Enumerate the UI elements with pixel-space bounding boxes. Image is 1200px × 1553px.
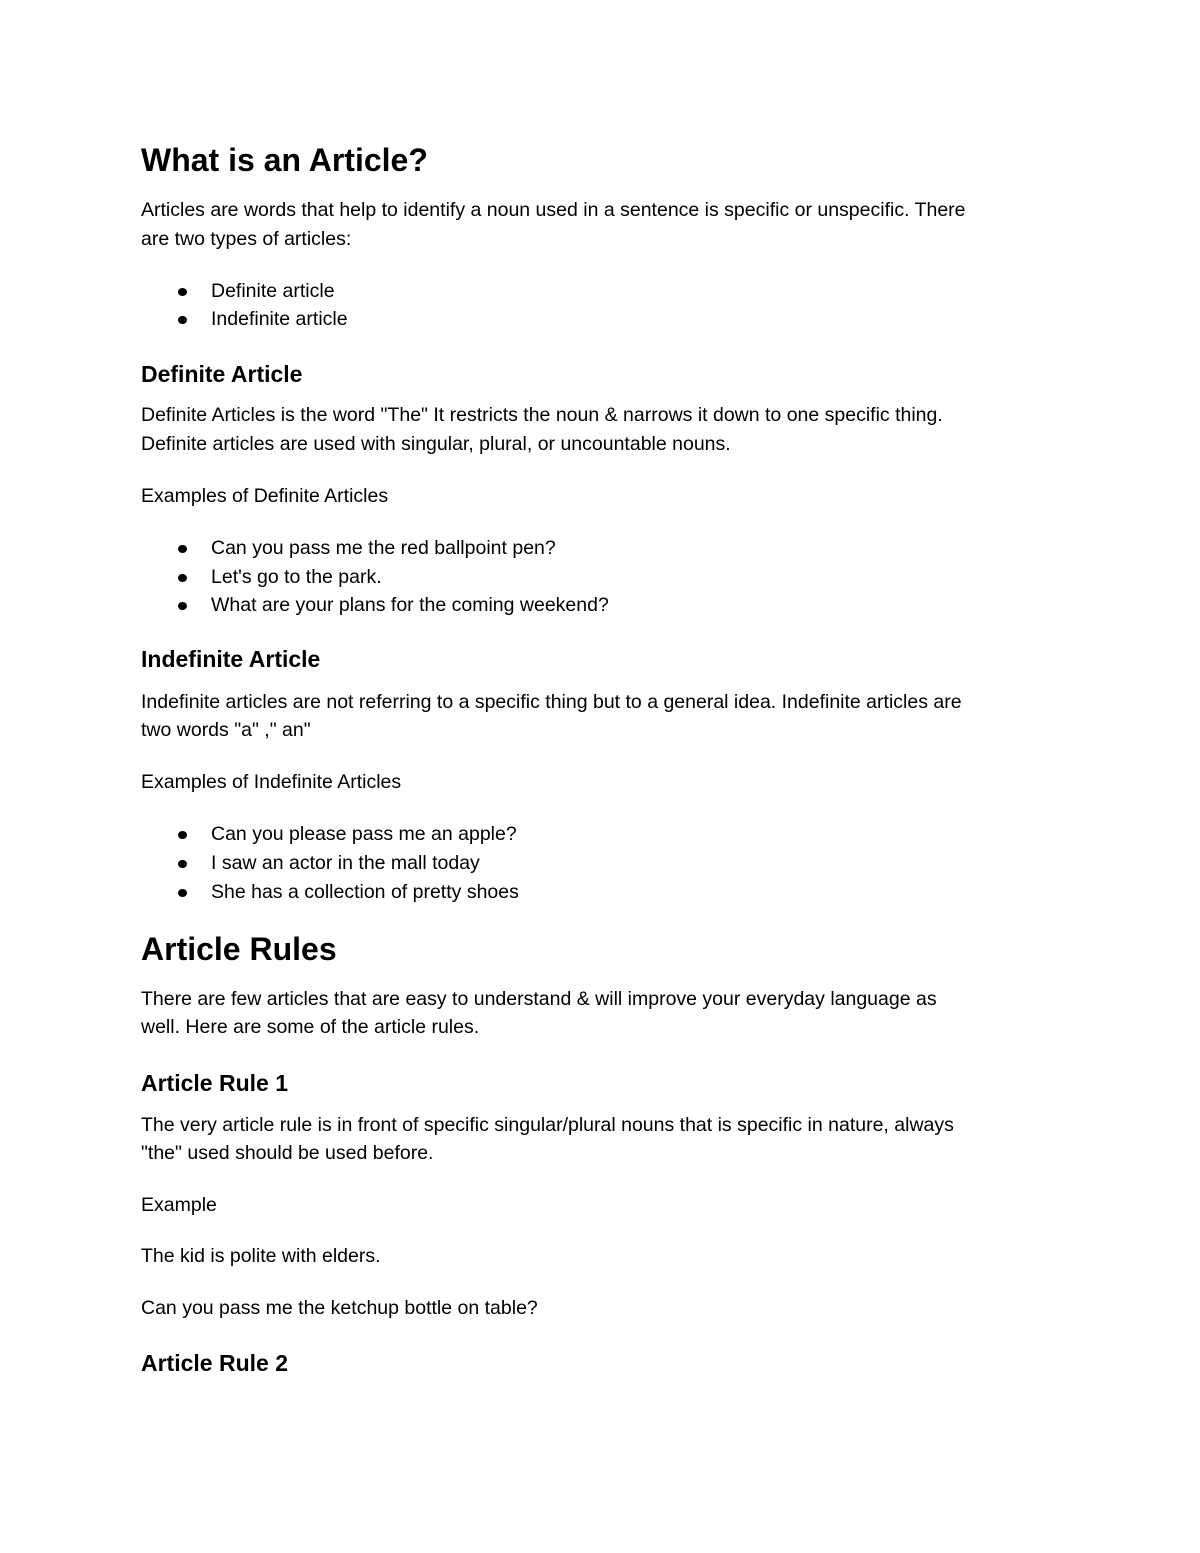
bullet-icon — [178, 545, 187, 553]
rule1-desc-line1: The very article rule is in front of specific singular/plural nouns that is specific in nature, always — [141, 1114, 954, 1136]
list-item: I saw an actor in the mall today — [141, 849, 480, 878]
bullet-icon — [178, 288, 187, 296]
rule1-example-1: The kid is polite with elders. — [141, 1245, 381, 1267]
page-title: What is an Article? — [141, 142, 428, 178]
list-item: She has a collection of pretty shoes — [141, 878, 519, 907]
bullet-icon — [178, 574, 187, 582]
rule2-heading: Article Rule 2 — [141, 1350, 288, 1376]
list-item: What are your plans for the coming weekend? — [141, 591, 609, 620]
indefinite-desc-line2: two words "a" ," an" — [141, 719, 311, 741]
definite-desc-line1: Definite Articles is the word "The" It restricts the noun & narrows it down to one specific thing. — [141, 404, 943, 426]
rule1-heading: Article Rule 1 — [141, 1070, 288, 1096]
indefinite-article-heading: Indefinite Article — [141, 646, 321, 672]
list-item: Can you please pass me an apple? — [141, 820, 517, 849]
rule1-example-2: Can you pass me the ketchup bottle on table? — [141, 1297, 538, 1319]
list-item: Can you pass me the red ballpoint pen? — [141, 534, 556, 563]
bullet-icon — [178, 602, 187, 610]
intro-paragraph-line1: Articles are words that help to identify a noun used in a sentence is specific or unspecific. There — [141, 199, 966, 221]
bullet-icon — [178, 860, 187, 868]
bullet-icon — [178, 831, 187, 839]
definite-examples-label: Examples of Definite Articles — [141, 485, 389, 507]
bullet-icon — [178, 316, 187, 324]
rules-intro-line2: well. Here are some of the article rules. — [141, 1016, 480, 1038]
bullet-icon — [178, 889, 187, 897]
definite-desc-line2: Definite articles are used with singular, plural, or uncountable nouns. — [141, 433, 731, 455]
list-item: Let's go to the park. — [141, 563, 382, 592]
indefinite-desc-line1: Indefinite articles are not referring to a specific thing but to a general idea. Indefinite articles are — [141, 691, 962, 713]
list-item: Definite article — [141, 277, 335, 306]
indefinite-examples-label: Examples of Indefinite Articles — [141, 771, 402, 793]
definite-article-heading: Definite Article — [141, 361, 303, 387]
rule1-desc-line2: "the" used should be used before. — [141, 1142, 434, 1164]
list-item: Indefinite article — [141, 305, 348, 334]
intro-paragraph-line2: are two types of articles: — [141, 228, 352, 250]
rule1-example-label: Example — [141, 1194, 217, 1216]
article-rules-title: Article Rules — [141, 931, 337, 967]
rules-intro-line1: There are few articles that are easy to understand & will improve your everyday language as — [141, 988, 937, 1010]
